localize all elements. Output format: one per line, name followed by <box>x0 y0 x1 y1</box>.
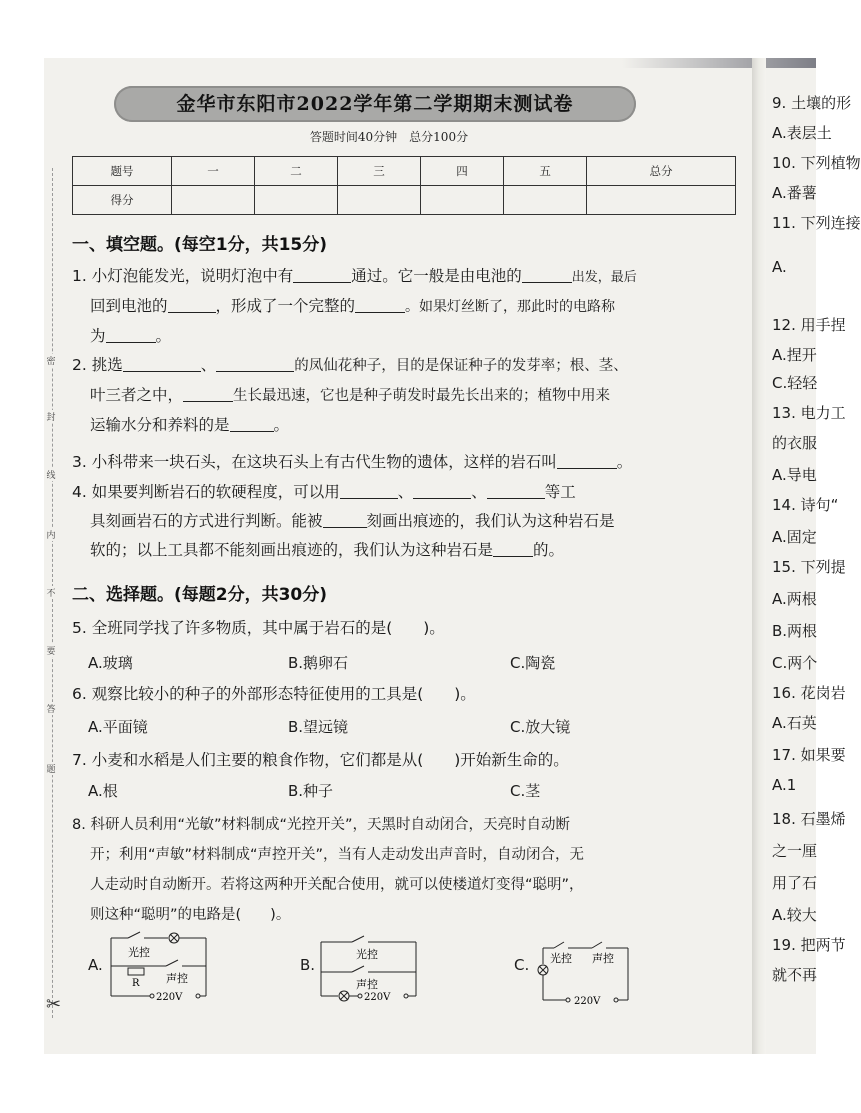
option-a[interactable]: A.平面镜 <box>88 718 148 736</box>
binding-char: 不 <box>44 586 58 599</box>
binding-char: 密 <box>44 354 58 367</box>
right-line: A.固定 <box>772 528 817 546</box>
right-line: A.1 <box>772 776 797 794</box>
option-c[interactable]: C.放大镜 <box>510 718 571 736</box>
answer-blank[interactable] <box>323 511 367 528</box>
right-line: 17. 如果要 <box>772 746 846 764</box>
binding-char: 封 <box>44 410 58 423</box>
right-line: A. <box>772 258 787 276</box>
section-heading: 二、选择题。(每题2分，共30分) <box>72 585 328 605</box>
right-line: C.两个 <box>772 654 818 672</box>
circuit-diagram-b <box>316 930 426 1004</box>
right-line: B.两根 <box>772 622 818 640</box>
binding-char: 答 <box>44 702 58 715</box>
binding-char: 内 <box>44 528 58 541</box>
right-line: 11. 下列连接 <box>772 214 861 232</box>
exam-subtitle: 答题时间40分钟 总分100分 <box>309 130 469 144</box>
score-column: 总分 <box>587 157 736 186</box>
score-column: 五 <box>504 157 587 186</box>
question-3: 3. 小科带来一块石头，在这块石头上有古代生物的遗体，这样的岩石叫 。 <box>72 453 633 471</box>
sound-switch-label: 声控 <box>592 952 614 965</box>
answer-blank[interactable] <box>557 452 617 469</box>
right-line: A.表层土 <box>772 124 832 142</box>
answer-blank[interactable] <box>123 355 201 372</box>
score-column: 四 <box>421 157 504 186</box>
binding-char: 题 <box>44 762 58 775</box>
option-c[interactable]: C.茎 <box>510 782 541 800</box>
score-column: 二 <box>255 157 338 186</box>
answer-blank[interactable] <box>168 296 216 313</box>
score-row-label: 题号 <box>73 157 172 186</box>
binding-char: 线 <box>44 468 58 481</box>
score-column: 三 <box>338 157 421 186</box>
right-line: A.导电 <box>772 466 817 484</box>
binding-char: 要 <box>44 644 58 657</box>
voltage-label: 220V <box>364 992 391 1003</box>
right-line: 12. 用手捏 <box>772 316 846 334</box>
right-line: 之一厘 <box>772 842 818 860</box>
score-cell[interactable] <box>338 186 421 215</box>
option-b[interactable]: B.鹅卵石 <box>288 654 349 672</box>
light-switch-label: 光控 <box>128 946 150 959</box>
voltage-label: 220V <box>156 992 183 1003</box>
score-column: 一 <box>172 157 255 186</box>
score-table <box>72 156 736 215</box>
option-c[interactable]: C.陶瓷 <box>510 654 556 672</box>
right-line: 18. 石墨烯 <box>772 810 846 828</box>
answer-blank[interactable] <box>106 326 156 343</box>
sound-switch-label: 声控 <box>356 978 378 991</box>
right-line: 用了石 <box>772 874 818 892</box>
score-cell[interactable] <box>172 186 255 215</box>
resistor-label: R <box>132 978 140 989</box>
option-b[interactable]: B. <box>300 956 316 974</box>
sound-switch-label: 声控 <box>166 972 188 985</box>
right-line: A.番薯 <box>772 184 817 202</box>
option-b[interactable]: B.望远镜 <box>288 718 349 736</box>
question-7: 7. 小麦和水稻是人们主要的粮食作物，它们都是从( )开始新生命的。 <box>72 751 569 769</box>
option-c[interactable]: C. <box>514 956 530 974</box>
right-line: 15. 下列提 <box>772 558 846 576</box>
right-line: 10. 下列植物 <box>772 154 861 172</box>
exam-page-spread <box>44 58 861 1054</box>
right-line: 14. 诗句“ <box>772 496 839 514</box>
section-heading: 一、填空题。(每空1分，共15分) <box>72 235 328 255</box>
right-line: 16. 花岗岩 <box>772 684 846 702</box>
right-line: 的衣服 <box>772 434 818 452</box>
score-cell[interactable] <box>504 186 587 215</box>
answer-blank[interactable] <box>487 482 545 499</box>
answer-blank[interactable] <box>230 415 274 432</box>
voltage-label: 220V <box>574 996 601 1007</box>
right-line: A.石英 <box>772 714 817 732</box>
exam-title: 金华市东阳市2022学年第二学期期末测试卷 <box>114 86 636 122</box>
circuit-diagram-a <box>106 928 216 1006</box>
light-switch-label: 光控 <box>550 952 572 965</box>
option-a[interactable]: A. <box>88 956 103 974</box>
light-switch-label: 光控 <box>356 948 378 961</box>
question-5: 5. 全班同学找了许多物质，其中属于岩石的是( )。 <box>72 619 445 637</box>
circuit-diagram-c <box>538 934 636 1014</box>
right-line: 13. 电力工 <box>772 404 846 422</box>
score-cell[interactable] <box>421 186 504 215</box>
answer-blank[interactable] <box>293 266 351 283</box>
answer-blank[interactable] <box>340 482 398 499</box>
answer-blank[interactable] <box>183 385 233 402</box>
right-line: A.较大 <box>772 906 817 924</box>
right-line: 19. 把两节 <box>772 936 846 954</box>
score-cell[interactable] <box>255 186 338 215</box>
option-a[interactable]: A.根 <box>88 782 118 800</box>
question-8: 8. 科研人员利用“光敏”材料制成“光控开关”，天黑时自动闭合，天亮时自动断 开；利用“声敏”材料制成“声控开关”，当有人走动发出声音时，自动闭合，无 人走动时自动断开。若将这两种开关配合使用，就可以使楼道灯变得“聪明”， 则这种“聪明”的电路是( )。 <box>72 817 585 923</box>
question-6: 6. 观察比较小的种子的外部形态特征使用的工具是( )。 <box>72 685 476 703</box>
answer-blank[interactable] <box>522 266 572 283</box>
right-line: A.两根 <box>772 590 817 608</box>
answer-blank[interactable] <box>216 355 294 372</box>
score-row-label: 得分 <box>73 186 172 215</box>
right-line: 就不再 <box>772 966 818 984</box>
question-1: 1. 小灯泡能发光，说明灯泡中有 通过。它一般是由电池的 出发，最后 回到电池的 ，形成了一个完整的 。如果灯丝断了，那此时的电路称 为 。 <box>72 267 637 345</box>
book-spine <box>752 58 766 1054</box>
question-4: 4. 如果要判断岩石的软硬程度，可以用 、 、 等工 具刻画岩石的方式进行判断。能被 刻画出痕迹的，我们认为这种岩石是 软的；以上工具都不能刻画出痕迹的，我们认为这种岩石是 的。 <box>72 483 615 559</box>
answer-blank[interactable] <box>493 540 533 557</box>
option-a[interactable]: A.玻璃 <box>88 654 133 672</box>
right-line: 9. 土壤的形 <box>772 94 852 112</box>
right-page-fragment <box>768 58 861 1054</box>
question-2: 2. 挑选 、 的凤仙花种子，目的是保证种子的发芽率；根、茎、 叶三者之中， 生长最迅速，它也是种子萌发时最先长出来的；植物中用来 运输水分和养料的是 。 <box>72 356 628 434</box>
answer-blank[interactable] <box>355 296 405 313</box>
score-cell[interactable] <box>587 186 736 215</box>
right-line: C.轻轻 <box>772 374 818 392</box>
right-line: A.捏开 <box>772 346 817 364</box>
option-b[interactable]: B.种子 <box>288 782 334 800</box>
scissor-mark-icon: ✂ <box>46 994 62 1015</box>
answer-blank[interactable] <box>413 482 471 499</box>
